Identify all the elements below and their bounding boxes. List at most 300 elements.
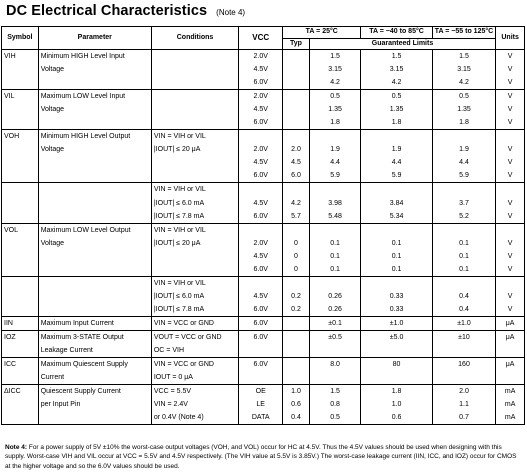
cell-unit bbox=[496, 223, 525, 276]
header-row-1 bbox=[2, 27, 525, 39]
cell-v125-line: 4.2 bbox=[459, 79, 469, 87]
cell-vcc-line: 6.0V bbox=[253, 361, 268, 369]
cell-unit bbox=[496, 183, 525, 223]
cell-unit-line: μA bbox=[505, 361, 515, 369]
table-row bbox=[2, 90, 525, 130]
cell-vcc-line: 2.0V bbox=[253, 93, 268, 101]
cell-v125-line: 3.7 bbox=[459, 199, 469, 207]
header-vcc: VCC bbox=[239, 27, 283, 50]
cell-unit bbox=[496, 385, 525, 425]
cell-v85 bbox=[361, 183, 432, 223]
symbol-text: ICC bbox=[4, 361, 17, 369]
cell-typ bbox=[283, 358, 310, 385]
cell-v25-line: 3.98 bbox=[328, 199, 342, 207]
cell-vcc bbox=[239, 130, 283, 183]
cell-v125-line: 1.8 bbox=[459, 119, 469, 127]
cell-symbol bbox=[2, 276, 39, 316]
cell-v125-line: 0.5 bbox=[459, 93, 469, 101]
cell-v25-line: 5.9 bbox=[330, 172, 340, 180]
cell-v25 bbox=[309, 130, 361, 183]
cell-unit-line: V bbox=[507, 53, 513, 60]
cell-parameter-line: per Input Pin bbox=[40, 401, 81, 409]
cell-spacer bbox=[498, 130, 522, 143]
cell-spacer bbox=[241, 183, 280, 196]
header-conditions: Conditions bbox=[151, 27, 238, 50]
cell-v125-line: 0.4 bbox=[459, 305, 469, 313]
cell-v25-line: 5.48 bbox=[328, 212, 342, 220]
cell-unit bbox=[496, 90, 525, 130]
cell-parameter bbox=[38, 276, 151, 316]
title-row bbox=[6, 3, 245, 23]
cell-vcc-line: 2.0V bbox=[253, 53, 268, 60]
cell-spacer bbox=[285, 277, 307, 290]
cell-parameter bbox=[38, 223, 151, 276]
cell-symbol bbox=[2, 183, 39, 223]
cell-parameter-line: Maximum LOW Level Output bbox=[40, 226, 131, 234]
cell-typ bbox=[283, 130, 310, 183]
cell-parameter bbox=[38, 385, 151, 425]
cell-v85-line: 1.9 bbox=[391, 146, 402, 154]
cell-v85-line: 0.6 bbox=[391, 414, 402, 422]
cell-vcc bbox=[239, 358, 283, 385]
cell-v125-line: 0.7 bbox=[459, 414, 469, 422]
cell-typ-line: 6.0 bbox=[291, 172, 301, 180]
page-title: DC Electrical Characteristics bbox=[6, 3, 208, 19]
cell-unit-line: μA bbox=[505, 319, 515, 327]
cell-spacer bbox=[312, 130, 359, 143]
cell-spacer bbox=[363, 277, 429, 290]
cell-spacer bbox=[241, 130, 280, 143]
cell-conditions bbox=[151, 183, 238, 223]
cell-conditions-line: VIN = VIH or VIL bbox=[153, 226, 206, 234]
cell-spacer bbox=[498, 224, 522, 237]
cell-parameter-line: Leakage Current bbox=[40, 347, 93, 355]
cell-parameter-line: Maximum 3-STATE Output bbox=[40, 333, 124, 341]
cell-conditions-line: |IOUT| ≤ 7.8 mA bbox=[153, 212, 205, 220]
cell-v85-line: 1.35 bbox=[389, 106, 404, 114]
table-row bbox=[2, 330, 525, 357]
cell-v85-line: 1.0 bbox=[391, 401, 402, 409]
cell-v85-line: 0.33 bbox=[389, 305, 404, 313]
table-body bbox=[2, 50, 525, 425]
cell-symbol bbox=[2, 90, 39, 130]
cell-v25-line: 0.5 bbox=[330, 414, 340, 422]
cell-v85-line: 4.2 bbox=[391, 79, 402, 87]
cell-v85 bbox=[361, 130, 432, 183]
cell-parameter bbox=[38, 358, 151, 385]
cell-v25-line: 1.5 bbox=[330, 53, 340, 60]
cell-spacer bbox=[285, 183, 307, 196]
cell-vcc-line: 4.5V bbox=[253, 106, 268, 114]
cell-typ bbox=[283, 330, 310, 357]
cell-v85-line: 80 bbox=[392, 361, 401, 369]
cell-vcc-line: 4.5V bbox=[253, 159, 268, 167]
cell-conditions-line: VIN = VIH or VIL bbox=[153, 186, 206, 194]
cell-vcc-line: 6.0V bbox=[253, 305, 268, 313]
cell-spacer bbox=[363, 130, 429, 143]
cell-v125-line: 0.1 bbox=[459, 252, 469, 260]
symbol-text: VOH bbox=[4, 133, 20, 141]
cell-v85-line: 5.9 bbox=[391, 172, 402, 180]
cell-v125 bbox=[432, 276, 495, 316]
cell-typ-line: 2.0 bbox=[291, 146, 301, 154]
cell-spacer bbox=[435, 224, 493, 237]
cell-symbol bbox=[2, 330, 39, 357]
cell-v85-line: ±1.0 bbox=[389, 319, 404, 327]
cell-spacer bbox=[241, 277, 280, 290]
table-row bbox=[2, 276, 525, 316]
header-units: Units bbox=[496, 27, 525, 50]
cell-v25 bbox=[309, 358, 361, 385]
cell-typ bbox=[283, 183, 310, 223]
cell-typ-line: 4.5 bbox=[291, 159, 301, 167]
cell-unit-line: mA bbox=[504, 388, 516, 396]
cell-vcc-line: 4.5V bbox=[253, 252, 268, 260]
cell-symbol bbox=[2, 130, 39, 183]
cell-vcc bbox=[239, 316, 283, 330]
cell-v85-line: 1.8 bbox=[391, 388, 402, 396]
cell-typ bbox=[283, 50, 310, 90]
cell-conditions-line: VIN = VIH or VIL bbox=[153, 133, 206, 141]
cell-typ bbox=[283, 316, 310, 330]
cell-v85 bbox=[361, 385, 432, 425]
cell-v125-line: 1.9 bbox=[459, 146, 469, 154]
cell-v85 bbox=[361, 223, 432, 276]
cell-parameter bbox=[38, 183, 151, 223]
cell-spacer bbox=[435, 277, 493, 290]
cell-unit-line: V bbox=[507, 159, 513, 167]
cell-v85-line: 1.5 bbox=[391, 53, 402, 60]
cell-symbol bbox=[2, 316, 39, 330]
cell-conditions bbox=[151, 358, 238, 385]
cell-parameter-line: Voltage bbox=[40, 66, 65, 74]
header-ta-85: TA = −40 to 85°C bbox=[361, 27, 432, 39]
cell-v85 bbox=[361, 276, 432, 316]
cell-v125 bbox=[432, 223, 495, 276]
cell-v25-line: 4.4 bbox=[330, 159, 340, 167]
cell-conditions bbox=[151, 385, 238, 425]
cell-vcc-line: 4.5V bbox=[253, 292, 268, 300]
cell-symbol bbox=[2, 385, 39, 425]
symbol-text: IIN bbox=[4, 319, 13, 327]
cell-typ-line: 0.2 bbox=[291, 292, 301, 300]
cell-unit-line: V bbox=[507, 93, 513, 101]
cell-vcc-line: OE bbox=[255, 388, 266, 396]
cell-parameter bbox=[38, 316, 151, 330]
cell-typ-line: 0.4 bbox=[291, 414, 301, 422]
cell-v25 bbox=[309, 330, 361, 357]
cell-conditions-line: VCC = 5.5V bbox=[153, 388, 192, 396]
cell-typ bbox=[283, 90, 310, 130]
cell-vcc-line: DATA bbox=[251, 414, 270, 422]
cell-unit-line: V bbox=[507, 172, 513, 180]
footnote-label: Note 4: bbox=[5, 444, 28, 451]
cell-v85 bbox=[361, 90, 432, 130]
cell-spacer bbox=[241, 224, 280, 237]
cell-v25-line: 1.5 bbox=[330, 388, 340, 396]
cell-spacer bbox=[285, 224, 307, 237]
cell-v125-line: ±1.0 bbox=[457, 319, 471, 327]
cell-unit bbox=[496, 358, 525, 385]
cell-v125-line: 1.5 bbox=[459, 53, 469, 60]
footnote-text: For a power supply of 5V ±10% the worst-case output voltages (VOH, and VOL) occur for HC at 4.5V. Thus the 4.5V values should be used when designing with this supply. Worst-case VIH and VIL occur at VCC = 5.5V and 4.5V respectively. (The VIH value at 5.5V is 3.85V.) The worst-case leakage current (IIN, ICC, and IOZ) occur for CMOS at the higher voltage and so the 6.0V values should be used. bbox=[5, 444, 517, 470]
cell-conditions-line: OC = VIH bbox=[153, 347, 185, 355]
cell-unit-line: V bbox=[507, 199, 513, 207]
cell-symbol bbox=[2, 358, 39, 385]
cell-v25-line: 1.35 bbox=[328, 106, 342, 114]
cell-v125-line: 4.4 bbox=[459, 159, 469, 167]
cell-parameter-line: Minimum HIGH Level Input bbox=[40, 53, 125, 60]
cell-spacer bbox=[363, 183, 429, 196]
cell-unit bbox=[496, 316, 525, 330]
cell-v85-line: 0.33 bbox=[389, 292, 404, 300]
cell-spacer bbox=[312, 277, 359, 290]
cell-v25 bbox=[309, 90, 361, 130]
cell-v85-line: 0.1 bbox=[391, 252, 402, 260]
cell-vcc bbox=[239, 276, 283, 316]
cell-v125-line: 0.1 bbox=[459, 265, 469, 273]
cell-v125-line: 3.15 bbox=[457, 66, 471, 74]
cell-parameter-line: Maximum Input Current bbox=[40, 319, 114, 327]
header-symbol: Symbol bbox=[2, 27, 39, 50]
cell-conditions-line: VIN = VCC or GND bbox=[153, 319, 214, 327]
cell-spacer bbox=[363, 224, 429, 237]
cell-parameter-line: Voltage bbox=[40, 146, 65, 154]
cell-spacer bbox=[498, 277, 522, 290]
cell-typ bbox=[283, 385, 310, 425]
cell-parameter bbox=[38, 50, 151, 90]
cell-vcc-line: 6.0V bbox=[253, 212, 268, 220]
cell-unit-line: V bbox=[507, 305, 513, 313]
cell-unit-line: V bbox=[507, 106, 513, 114]
cell-typ-line: 0 bbox=[294, 265, 298, 273]
symbol-text: VIH bbox=[4, 53, 16, 60]
cell-v125-line: 1.1 bbox=[459, 401, 469, 409]
cell-vcc bbox=[239, 183, 283, 223]
cell-vcc-line: 6.0V bbox=[253, 265, 268, 273]
cell-vcc-line: 6.0V bbox=[253, 319, 268, 327]
cell-vcc-line: 6.0V bbox=[253, 172, 268, 180]
cell-v85 bbox=[361, 358, 432, 385]
cell-unit-line: V bbox=[507, 252, 513, 260]
cell-spacer bbox=[312, 224, 359, 237]
cell-conditions bbox=[151, 50, 238, 90]
cell-v25-line: 0.5 bbox=[330, 93, 340, 101]
cell-v125 bbox=[432, 130, 495, 183]
cell-v25 bbox=[309, 223, 361, 276]
cell-conditions bbox=[151, 316, 238, 330]
cell-vcc bbox=[239, 50, 283, 90]
cell-v125 bbox=[432, 50, 495, 90]
cell-v25 bbox=[309, 316, 361, 330]
table-row bbox=[2, 358, 525, 385]
cell-vcc bbox=[239, 223, 283, 276]
cell-vcc-line: 6.0V bbox=[253, 333, 268, 341]
cell-conditions-line: VIN = VIH or VIL bbox=[153, 279, 206, 287]
cell-v85-line: 3.84 bbox=[389, 199, 404, 207]
cell-parameter-line: Voltage bbox=[40, 106, 65, 114]
cell-unit-line: V bbox=[507, 79, 513, 87]
cell-unit bbox=[496, 130, 525, 183]
cell-parameter bbox=[38, 130, 151, 183]
cell-v125-line: 0.1 bbox=[459, 239, 469, 247]
cell-v125 bbox=[432, 330, 495, 357]
table-row bbox=[2, 50, 525, 90]
table-row bbox=[2, 183, 525, 223]
cell-v85 bbox=[361, 330, 432, 357]
cell-typ-line: 1.0 bbox=[291, 388, 301, 396]
cell-v125-line: 5.9 bbox=[459, 172, 469, 180]
cell-v125 bbox=[432, 385, 495, 425]
cell-parameter-line: Maximum LOW Level Input bbox=[40, 93, 126, 101]
cell-conditions bbox=[151, 130, 238, 183]
cell-v25-line: 0.1 bbox=[330, 252, 340, 260]
cell-unit bbox=[496, 330, 525, 357]
cell-conditions-line: |IOUT| ≤ 20 μA bbox=[153, 239, 201, 247]
cell-typ-line: 5.7 bbox=[291, 212, 301, 220]
cell-parameter bbox=[38, 330, 151, 357]
cell-conditions-line: or 0.4V (Note 4) bbox=[153, 414, 204, 422]
cell-v25 bbox=[309, 276, 361, 316]
cell-unit-line: V bbox=[507, 265, 513, 273]
cell-unit bbox=[496, 276, 525, 316]
cell-v125 bbox=[432, 316, 495, 330]
cell-conditions-line: |IOUT| ≤ 20 μA bbox=[153, 146, 201, 154]
cell-typ-line: 0 bbox=[294, 239, 298, 247]
cell-v125-line: 5.2 bbox=[459, 212, 469, 220]
symbol-text: IOZ bbox=[4, 333, 16, 341]
cell-symbol bbox=[2, 223, 39, 276]
cell-vcc-line: 6.0V bbox=[253, 79, 268, 87]
cell-parameter-line: Current bbox=[40, 374, 65, 382]
cell-symbol bbox=[2, 50, 39, 90]
cell-vcc-line: LE bbox=[256, 401, 265, 409]
cell-typ bbox=[283, 223, 310, 276]
cell-vcc-line: 4.5V bbox=[253, 66, 268, 74]
symbol-text: VOL bbox=[4, 226, 19, 234]
cell-v25-line: 0.1 bbox=[330, 239, 340, 247]
cell-v85-line: 1.8 bbox=[391, 119, 402, 127]
cell-vcc-line: 4.5V bbox=[253, 199, 268, 207]
cell-v25 bbox=[309, 183, 361, 223]
cell-v25-line: 8.0 bbox=[330, 361, 340, 369]
cell-v85-line: 0.1 bbox=[391, 239, 402, 247]
cell-v85-line: 3.15 bbox=[389, 66, 404, 74]
cell-v85 bbox=[361, 316, 432, 330]
cell-parameter-line: Minimum HIGH Level Output bbox=[40, 133, 131, 141]
cell-vcc-line: 2.0V bbox=[253, 146, 268, 154]
cell-conditions-line: |IOUT| ≤ 6.0 mA bbox=[153, 292, 205, 300]
cell-conditions-line: VOUT = VCC or GND bbox=[153, 333, 222, 341]
cell-conditions bbox=[151, 276, 238, 316]
cell-v85-line: 5.34 bbox=[389, 212, 404, 220]
header-guaranteed-limits: Guaranteed Limits bbox=[309, 38, 495, 50]
cell-v125-line: 0.4 bbox=[459, 292, 469, 300]
cell-typ bbox=[283, 276, 310, 316]
symbol-text: VIL bbox=[4, 93, 15, 101]
cell-v25-line: ±0.5 bbox=[328, 333, 342, 341]
cell-unit-line: V bbox=[507, 146, 513, 154]
cell-v25 bbox=[309, 50, 361, 90]
cell-vcc-line: 2.0V bbox=[253, 239, 268, 247]
cell-spacer bbox=[285, 130, 307, 143]
header-typ: Typ bbox=[283, 38, 310, 50]
cell-unit-line: V bbox=[507, 119, 513, 127]
cell-v125-line: 160 bbox=[458, 361, 470, 369]
cell-v85-line: 0.1 bbox=[391, 265, 402, 273]
cell-v25-line: 0.1 bbox=[330, 265, 340, 273]
cell-v125-line: 2.0 bbox=[459, 388, 469, 396]
cell-v25-line: 0.26 bbox=[328, 305, 342, 313]
cell-typ-line: 0.2 bbox=[291, 305, 301, 313]
cell-conditions-line: IOUT = 0 μA bbox=[153, 374, 193, 382]
cell-conditions bbox=[151, 330, 238, 357]
cell-unit-line: V bbox=[507, 239, 513, 247]
cell-v125 bbox=[432, 183, 495, 223]
cell-v25-line: 0.8 bbox=[330, 401, 340, 409]
cell-v85-line: 4.4 bbox=[391, 159, 402, 167]
cell-unit bbox=[496, 50, 525, 90]
cell-vcc bbox=[239, 385, 283, 425]
cell-v85-line: 0.5 bbox=[391, 93, 402, 101]
cell-vcc bbox=[239, 330, 283, 357]
cell-v25-line: 0.26 bbox=[328, 292, 342, 300]
cell-v125-line: 1.35 bbox=[457, 106, 471, 114]
cell-parameter-line: Voltage bbox=[40, 239, 65, 247]
header-ta-25: TA = 25°C bbox=[283, 27, 361, 39]
cell-v25-line: 3.15 bbox=[328, 66, 342, 74]
header-parameter: Parameter bbox=[38, 27, 151, 50]
cell-v25-line: 1.8 bbox=[330, 119, 340, 127]
dc-characteristics-table bbox=[1, 26, 525, 425]
cell-v25-line: 1.9 bbox=[330, 146, 340, 154]
cell-parameter bbox=[38, 90, 151, 130]
cell-conditions bbox=[151, 90, 238, 130]
cell-conditions-line: |IOUT| ≤ 7.8 mA bbox=[153, 305, 205, 313]
cell-typ-line: 0.6 bbox=[291, 401, 301, 409]
table-row bbox=[2, 316, 525, 330]
cell-vcc-line: 6.0V bbox=[253, 119, 268, 127]
cell-typ-line: 4.2 bbox=[291, 199, 301, 207]
cell-vcc bbox=[239, 90, 283, 130]
cell-unit-line: μA bbox=[505, 333, 515, 341]
cell-parameter-line: Quiescent Supply Current bbox=[40, 388, 121, 396]
title-note: (Note 4) bbox=[216, 8, 246, 17]
cell-typ-line: 0 bbox=[294, 252, 298, 260]
cell-v125 bbox=[432, 90, 495, 130]
symbol-text: ΔICC bbox=[4, 388, 21, 396]
cell-v125-line: ±10 bbox=[458, 333, 470, 341]
cell-spacer bbox=[498, 183, 522, 196]
cell-v85 bbox=[361, 50, 432, 90]
cell-unit-line: mA bbox=[504, 401, 516, 409]
table-row bbox=[2, 223, 525, 276]
cell-v25 bbox=[309, 385, 361, 425]
cell-parameter-line: Maximum Quiescent Supply bbox=[40, 361, 128, 369]
cell-conditions-line: |IOUT| ≤ 6.0 mA bbox=[153, 199, 205, 207]
cell-spacer bbox=[435, 183, 493, 196]
cell-unit-line: V bbox=[507, 292, 513, 300]
cell-unit-line: V bbox=[507, 212, 513, 220]
header-ta-125: TA = −55 to 125°C bbox=[432, 27, 495, 39]
cell-unit-line: V bbox=[507, 66, 513, 74]
cell-v25-line: ±0.1 bbox=[328, 319, 342, 327]
table-row bbox=[2, 130, 525, 183]
cell-v25-line: 4.2 bbox=[330, 79, 340, 87]
cell-conditions-line: VIN = 2.4V bbox=[153, 401, 188, 409]
cell-spacer bbox=[312, 183, 359, 196]
cell-unit-line: mA bbox=[504, 414, 516, 422]
